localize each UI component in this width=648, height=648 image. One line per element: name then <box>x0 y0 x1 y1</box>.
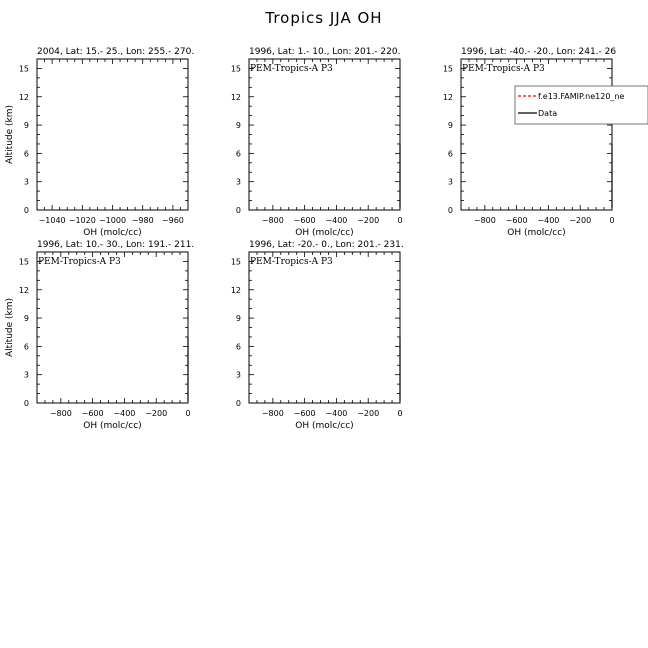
plot-frame <box>37 59 188 210</box>
figure-title: Tropics JJA OH <box>265 9 383 27</box>
y-tick-label: 0 <box>235 399 241 408</box>
x-tick-label: −800 <box>261 216 284 225</box>
panel-1 <box>5 47 194 238</box>
y-tick-label: 15 <box>230 64 241 74</box>
legend-label: Data <box>538 109 558 118</box>
panel-4 <box>5 240 194 431</box>
x-tick-label: −1040 <box>38 216 66 225</box>
x-tick-label: −800 <box>49 409 72 418</box>
y-tick-label: 9 <box>23 314 29 324</box>
x-tick-label: −960 <box>161 216 184 225</box>
x-tick-label: −400 <box>537 216 560 225</box>
panel-title: 1996, Lat: 1.- 10., Lon: 201.- 220. <box>249 47 401 57</box>
x-axis-label: OH (molc/cc) <box>507 228 566 238</box>
x-tick-label: −600 <box>293 409 316 418</box>
y-tick-label: 0 <box>447 206 453 215</box>
x-tick-label: −980 <box>131 216 154 225</box>
y-tick-label: 6 <box>235 149 241 159</box>
panel-title: 1996, Lat: -20.- 0., Lon: 201.- 231. <box>249 240 404 250</box>
plot-frame <box>37 252 188 403</box>
y-tick-label: 9 <box>235 314 241 324</box>
x-tick-label: −400 <box>113 409 136 418</box>
y-tick-label: 9 <box>23 121 29 131</box>
campaign-annotation: PEM-Tropics-A P3 <box>462 64 545 74</box>
panels-group <box>5 47 648 431</box>
legend <box>515 86 648 124</box>
panel-title: 2004, Lat: 15.- 25., Lon: 255.- 270. <box>37 47 195 57</box>
y-tick-label: 3 <box>23 177 29 187</box>
panel-title: 1996, Lat: 10.- 30., Lon: 191.- 211. <box>37 240 195 250</box>
plot-frame <box>461 59 612 210</box>
y-tick-label: 3 <box>23 370 29 380</box>
y-tick-label: 15 <box>18 64 29 74</box>
campaign-annotation: PEM-Tropics-A P3 <box>250 257 333 267</box>
campaign-annotation: PEM-Tropics-A P3 <box>250 64 333 74</box>
x-tick-label: −1000 <box>98 216 127 225</box>
y-tick-label: 6 <box>23 149 29 159</box>
y-tick-label: 9 <box>447 121 453 131</box>
panel-title: 1996, Lat: -40.- -20., Lon: 241.- 26 <box>461 47 617 57</box>
legend-label: f.e13.FAMIP.ne120_ne <box>538 92 625 101</box>
x-tick-label: −800 <box>473 216 496 225</box>
x-tick-label: 0 <box>185 409 191 418</box>
x-tick-label: −600 <box>81 409 104 418</box>
x-axis-label: OH (molc/cc) <box>295 421 354 431</box>
y-tick-label: 15 <box>442 64 453 74</box>
x-tick-label: 0 <box>397 216 403 225</box>
x-tick-label: −200 <box>145 409 168 418</box>
y-tick-label: 3 <box>235 177 241 187</box>
y-tick-label: 6 <box>23 342 29 352</box>
y-tick-label: 15 <box>230 257 241 267</box>
panel-3 <box>443 47 648 238</box>
x-axis-label: OH (molc/cc) <box>295 228 354 238</box>
plot-frame <box>249 252 400 403</box>
x-tick-label: −600 <box>505 216 528 225</box>
x-axis-label: OH (molc/cc) <box>83 421 142 431</box>
y-axis-label: Altitude (km) <box>5 297 15 358</box>
x-tick-label: 0 <box>609 216 615 225</box>
y-tick-label: 6 <box>235 342 241 352</box>
x-tick-label: −200 <box>569 216 592 225</box>
panel-5 <box>231 240 404 431</box>
y-tick-label: 0 <box>23 399 29 408</box>
x-tick-label: 0 <box>397 409 403 418</box>
y-tick-label: 12 <box>18 92 29 102</box>
y-tick-label: 9 <box>235 121 241 131</box>
y-tick-label: 12 <box>18 285 29 295</box>
panel-2 <box>231 47 403 238</box>
x-axis-label: OH (molc/cc) <box>83 228 142 238</box>
x-tick-label: −200 <box>357 216 380 225</box>
x-tick-label: −200 <box>357 409 380 418</box>
y-tick-label: 0 <box>235 206 241 215</box>
x-tick-label: −800 <box>261 409 284 418</box>
campaign-annotation: PEM-Tropics-A P3 <box>38 257 121 267</box>
y-tick-label: 12 <box>230 92 241 102</box>
y-tick-label: 12 <box>442 92 453 102</box>
x-tick-label: −600 <box>293 216 316 225</box>
y-tick-label: 0 <box>23 206 29 215</box>
y-tick-label: 12 <box>230 285 241 295</box>
x-tick-label: −400 <box>325 216 348 225</box>
y-tick-label: 6 <box>447 149 453 159</box>
y-tick-label: 15 <box>18 257 29 267</box>
y-tick-label: 3 <box>235 370 241 380</box>
x-tick-label: −400 <box>325 409 348 418</box>
y-tick-label: 3 <box>447 177 453 187</box>
y-axis-label: Altitude (km) <box>5 104 15 165</box>
x-tick-label: −1020 <box>68 216 96 225</box>
plot-frame <box>249 59 400 210</box>
